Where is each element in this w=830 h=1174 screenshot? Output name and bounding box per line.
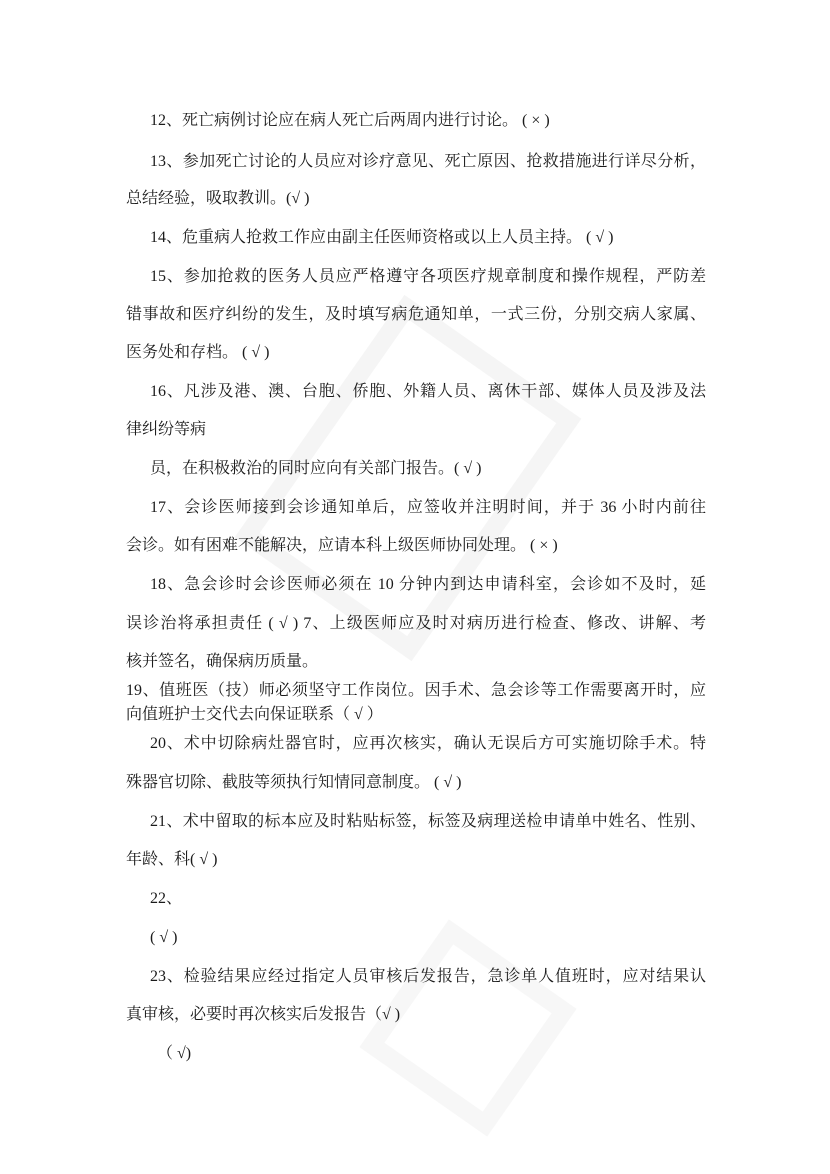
text-line: ( √ ) — [150, 929, 178, 946]
text-line: 殊器官切除、截肢等须执行知情同意制度。 ( √ ) — [126, 774, 462, 791]
text-line: 14、危重病人抢救工作应由副主任医师资格或以上人员主持。 ( √ ) — [150, 229, 614, 246]
text-line: 18、急会诊时会诊医师必须在 10 分钟内到达申请科室，会诊如不及时，延 — [150, 576, 706, 593]
text-line: 15、参加抢救的医务人员应严格遵守各项医疗规章制度和操作规程，严防差 — [150, 268, 706, 285]
text-line: 13、参加死亡讨论的人员应对诊疗意见、死亡原因、抢救措施进行详尽分析， — [150, 153, 706, 170]
text-line: 19、值班医（技）师必须坚守工作岗位。因手术、急会诊等工作需要离开时，应 — [126, 682, 706, 699]
text-line: 误诊治将承担责任 ( √ ) 7、上级医师应及时对病历进行检查、修改、讲解、考 — [126, 615, 706, 632]
text-line: 22、 — [150, 890, 183, 907]
text-line: 17、会诊医师接到会诊通知单后，应签收并注明时间，并于 36 小时内前往 — [150, 499, 706, 516]
text-line: 员，在积极救治的同时应向有关部门报告。( √ ) — [150, 460, 482, 477]
text-line: 会诊。如有困难不能解决，应请本科上级医师协同处理。 ( × ) — [126, 537, 558, 554]
text-line: 23、检验结果应经过指定人员审核后发报告，急诊单人值班时，应对结果认 — [150, 968, 706, 985]
text-line: 20、术中切除病灶器官时，应再次核实，确认无误后方可实施切除手术。特 — [150, 735, 706, 752]
watermark — [359, 919, 576, 1136]
text-line: 核并签名，确保病历质量。 — [126, 653, 319, 670]
text-line: 错事故和医疗纠纷的发生，及时填写病危通知单，一式三份，分别交病人家属、 — [126, 306, 706, 323]
text-line: 向值班护士交代去向保证联系（ √ ） — [126, 706, 383, 723]
text-line: 总结经验，吸取教训。(√ ) — [126, 190, 310, 207]
text-line: 16、凡涉及港、澳、台胞、侨胞、外籍人员、离休干部、媒体人员及涉及法 — [150, 383, 706, 400]
text-line: 12、死亡病例讨论应在病人死亡后两周内进行讨论。 ( × ) — [150, 112, 550, 129]
text-line: 年龄、科( √ ) — [126, 851, 218, 868]
text-line: 21、术中留取的标本应及时粘贴标签，标签及病理送检申请单中姓名、性别、 — [150, 813, 706, 830]
text-line: 律纠纷等病 — [126, 421, 207, 438]
text-line: （ √) — [157, 1045, 192, 1062]
text-line: 医务处和存档。 ( √ ) — [126, 344, 270, 361]
text-line: 真审核，必要时再次核实后发报告（√ ) — [126, 1006, 401, 1023]
